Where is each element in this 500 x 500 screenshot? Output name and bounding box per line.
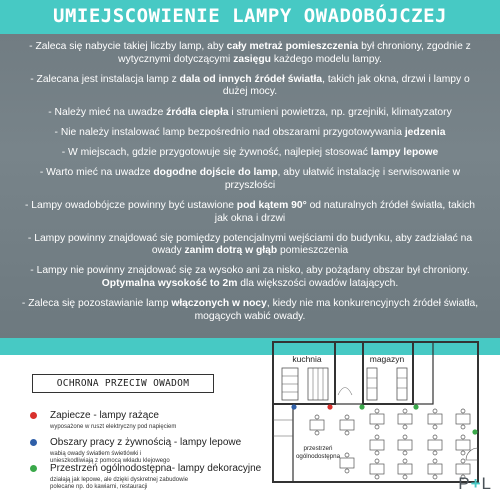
lamp-green-marker [413, 404, 418, 409]
rules-list [20, 41, 480, 331]
storage-label: magazyn [369, 354, 405, 364]
rule-item: - Lampy owadobójcze powinny być ustawione pod kątem 90° od naturalnych źródeł światła, takich jak okna i drzwi [25, 199, 475, 224]
public-space-label-2: ogólnodostępna [295, 453, 341, 460]
legend-desc: wyposażone w ruszt elektryczny pod napięciem [50, 424, 177, 430]
rule-item: - Warto mieć na uwadze dogodne dojście do lamp, aby ułatwić instalację i serwisowanie w przyszłości [39, 167, 461, 191]
page-title: UMIEJSCOWIENIE LAMPY OWADOBÓJCZEJ [53, 5, 447, 27]
rule-item: - W miejscach, gdzie przygotowuje się żywność, najlepiej stosować lampy lepowe [61, 146, 439, 158]
brand-logo: P+L [458, 474, 492, 493]
title-bar [0, 0, 500, 34]
rule-item: - Należy mieć na uwadze źródła ciepła i strumieni powietrza, np. grzejniki, klimatyzatory [48, 106, 452, 118]
blue-dot-icon [30, 439, 37, 446]
rule-item: - Zaleca się nabycie takiej liczby lamp, aby cały metraż pomieszczenia był chroniony, zgodnie z wytycznymi dotyczącymi zasięgu każdego modelu lampy. [29, 41, 471, 65]
green-dot-icon [30, 465, 37, 472]
red-dot-icon [30, 412, 37, 419]
rule-item: - Zaleca się pozostawianie lamp włączonych w nocy, kiedy nie ma konkurencyjnych źródeł światła, mogących wabić owady. [21, 298, 479, 322]
rule-item: - Lampy powinny znajdować się pomiędzy potencjalnymi wejściami do budynku, aby zadziałać na owady zanim dotrą w głąb pomieszczenia [27, 232, 473, 257]
table-group [310, 409, 470, 479]
rule-item: - Zalecana jest instalacja lamp z dala od innych źródeł światła, takich jak okna, drzwi i lampy o dużej mocy. [30, 73, 470, 98]
legend-desc: wabią owady światłem świetlówki i unieszkodliwiają z pomocą wkładu klejowego [50, 451, 170, 465]
lamp-red-marker [327, 404, 332, 409]
rule-item: - Lampy nie powinny znajdować się za wysoko ani za nisko, aby pożądany obszar był chroniony. Optymalna wysokość to 2m dla większości owadów latających. [30, 265, 470, 290]
kitchen-label: kuchnia [292, 354, 322, 364]
legend-label: Obszary pracy z żywnością - lampy lepowe [50, 437, 242, 448]
public-space-label-1: przestrzeń [303, 445, 333, 452]
legend-label: Zapiecze - lampy rażące [50, 410, 159, 421]
lamp-green-marker [359, 404, 364, 409]
legend-desc: działają jak lepowe, ale dzięki dyskretnej zabudowie polecane np. do kawiarni, restauracji [50, 477, 189, 491]
lamp-green-marker [472, 429, 477, 434]
floor-plan [270, 340, 485, 485]
rule-item: - Nie należy instalować lamp bezpośrednio nad obszarami przygotowywania jedzenia [54, 126, 446, 138]
legend-label: Przestrzeń ogólnodostępna- lampy dekoracyjne [50, 463, 262, 474]
legend-title: OCHRONA PRZECIW OWADOM [32, 374, 214, 393]
lamp-blue-marker [291, 404, 296, 409]
